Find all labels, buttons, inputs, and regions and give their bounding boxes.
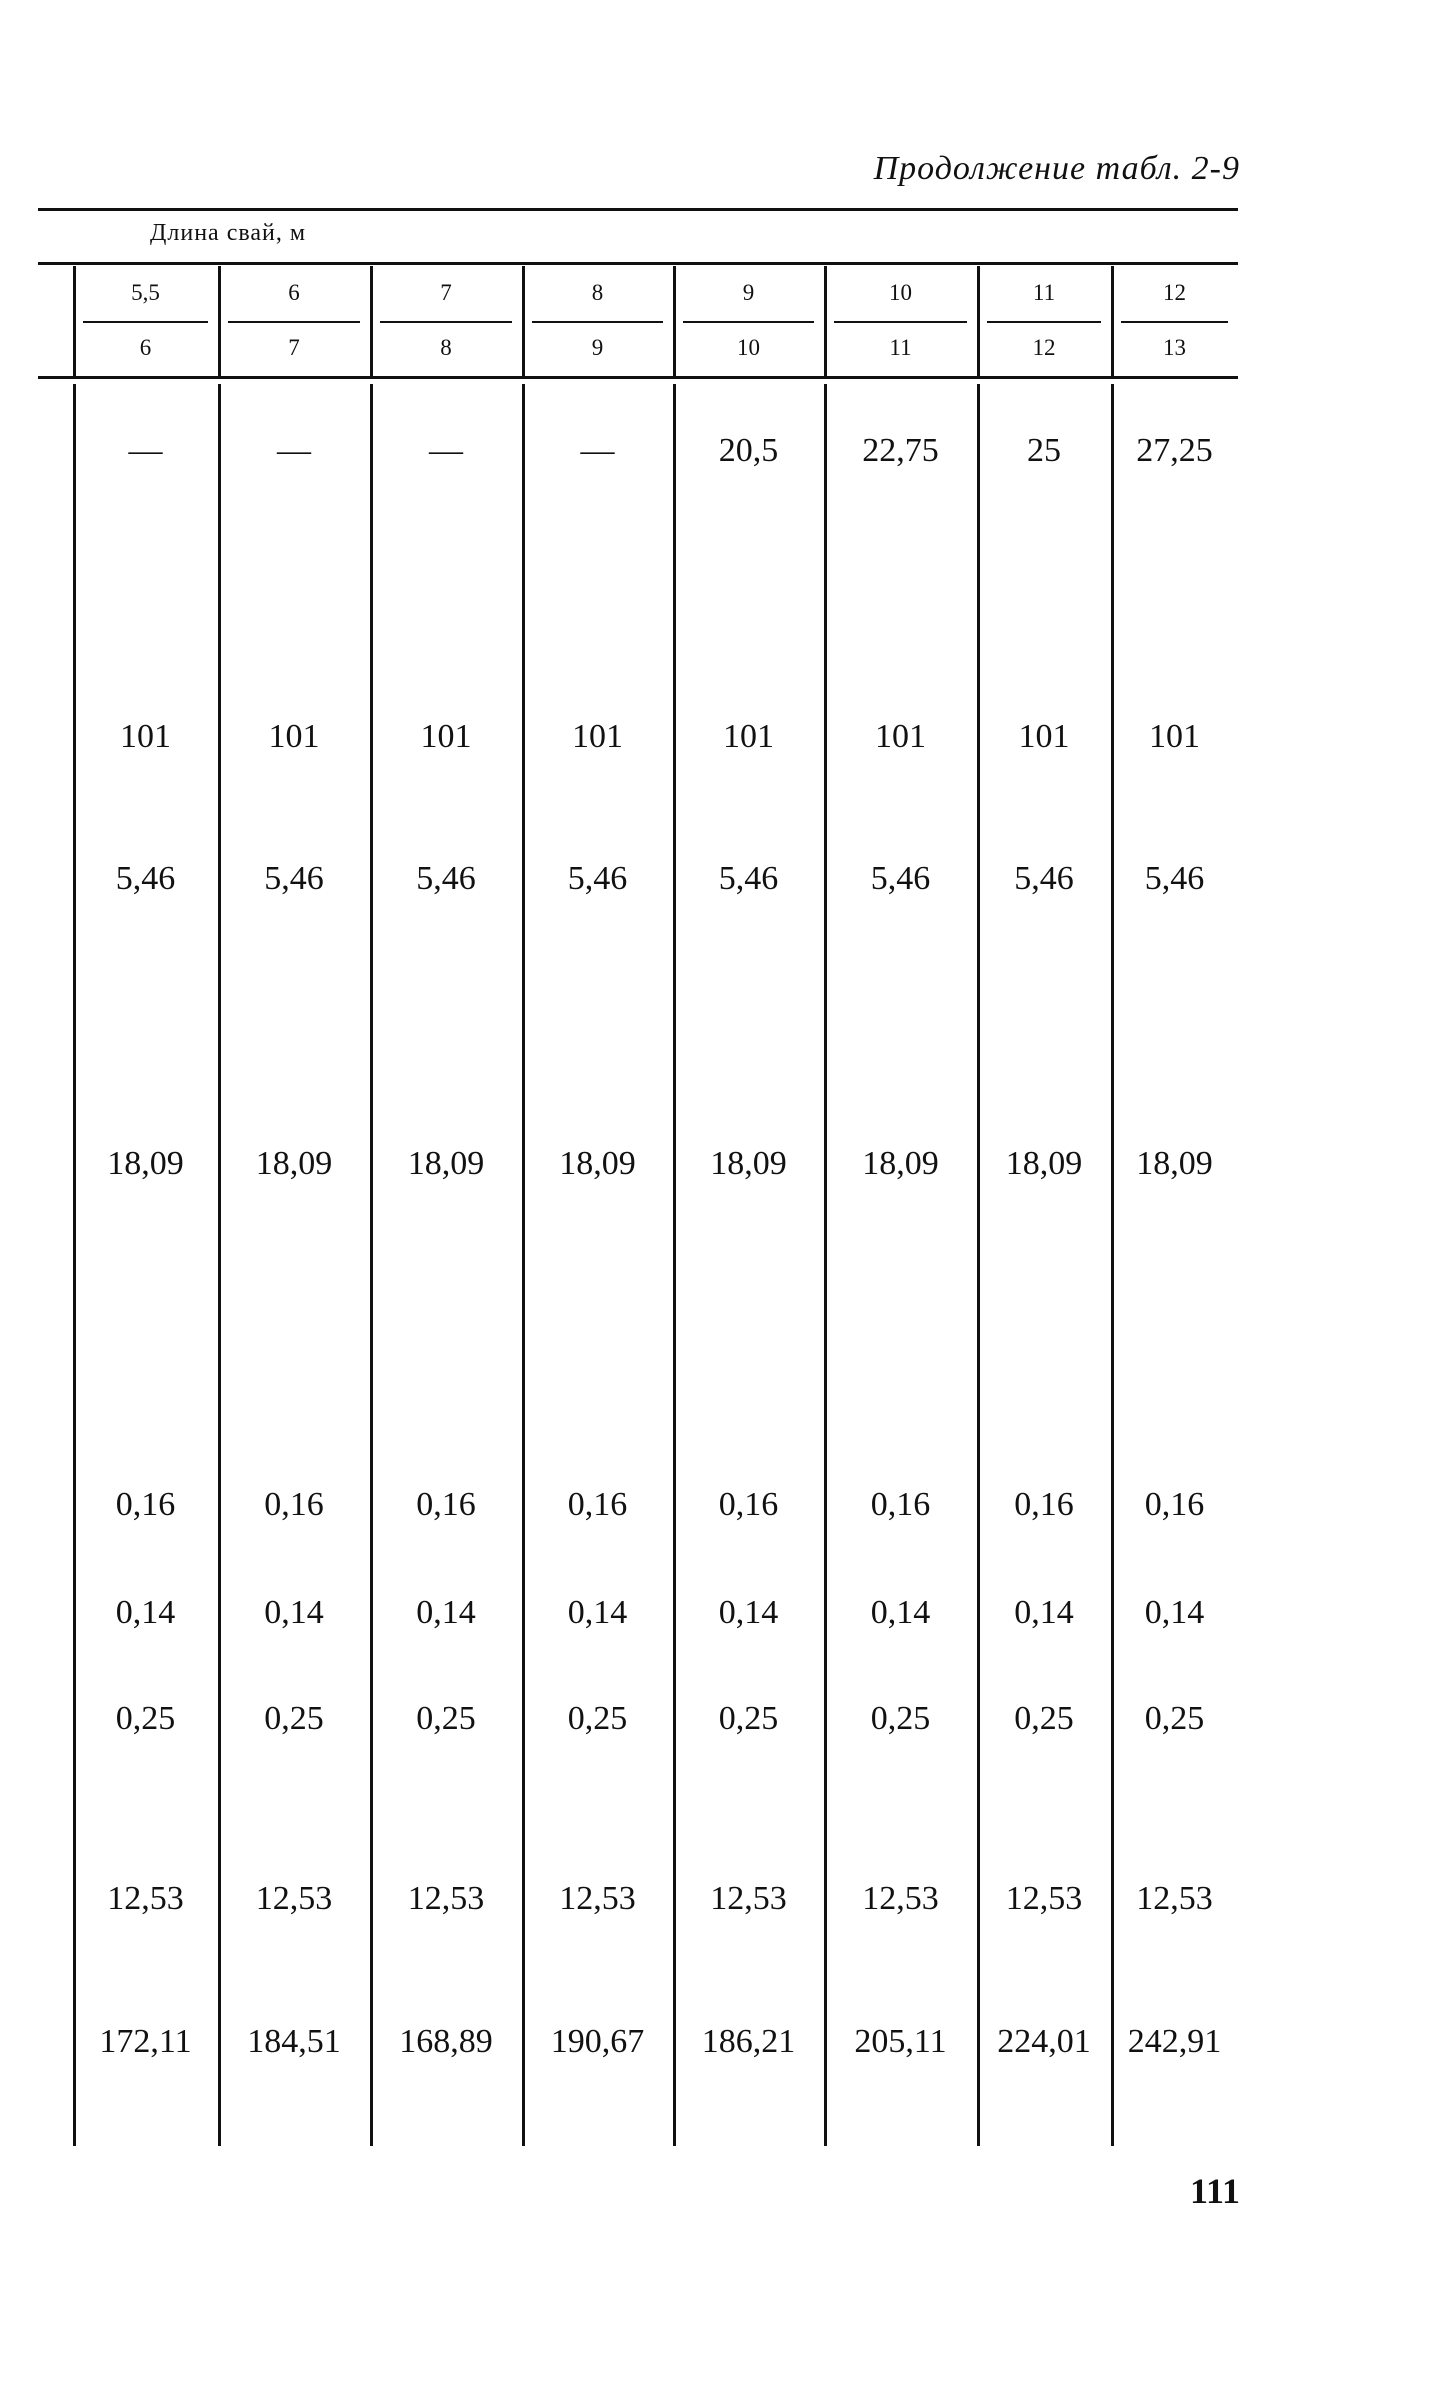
column-length-header: 8 <box>591 280 604 305</box>
column-length-header: 11 <box>1032 280 1056 305</box>
table-cell: 172,11 <box>99 2023 192 2060</box>
table-cell: 101 <box>268 718 320 755</box>
table-cell: 101 <box>120 718 171 755</box>
table-cell: 5,46 <box>1144 860 1205 897</box>
table-cell: 0,25 <box>567 1700 628 1737</box>
table-caption: Продолжение табл. 2-9 <box>873 150 1240 187</box>
header-subrule <box>380 321 512 323</box>
table-cell: 0,16 <box>567 1486 628 1523</box>
table-cell: 18,09 <box>255 1145 333 1182</box>
table-cell: 0,25 <box>1014 1700 1074 1737</box>
header-subrule <box>834 321 967 323</box>
table-cell: 5,46 <box>416 860 476 897</box>
table-cell: 0,16 <box>870 1486 931 1523</box>
table-cell: 0,16 <box>1144 1486 1205 1523</box>
table-cell: 25 <box>1027 432 1061 469</box>
table-cell: 101 <box>875 718 926 755</box>
table-cell: 5,46 <box>264 860 324 897</box>
table-cell: 12,53 <box>107 1880 184 1917</box>
table-cell: 12,53 <box>1136 1880 1213 1917</box>
table-cell: 5,46 <box>718 860 779 897</box>
table-cell: 12,53 <box>559 1880 636 1917</box>
table-cell: 0,25 <box>115 1700 176 1737</box>
table-cell: 242,91 <box>1127 2023 1222 2060</box>
table-cell: 27,25 <box>1136 432 1213 469</box>
page-number: 111 <box>1189 2171 1240 2211</box>
table-cell: 0,14 <box>416 1594 476 1631</box>
table-cell: — <box>429 432 463 469</box>
table-cell: 0,16 <box>1014 1486 1074 1523</box>
table-cell: 0,16 <box>264 1486 324 1523</box>
table-cell: 0,14 <box>264 1594 324 1631</box>
header-subrule <box>987 321 1101 323</box>
table-cell: 12,53 <box>1005 1880 1083 1917</box>
table-cell: 20,5 <box>718 432 779 469</box>
table-cell: 0,25 <box>718 1700 779 1737</box>
table-cell: — <box>277 432 311 469</box>
table-cell: 18,09 <box>1005 1145 1083 1182</box>
table-cell: 101 <box>723 718 774 755</box>
table-cell: 0,16 <box>718 1486 779 1523</box>
top-rule <box>38 208 1238 211</box>
table-cell: 101 <box>1018 718 1070 755</box>
table-cell: 224,01 <box>997 2023 1091 2060</box>
column-index-header: 7 <box>288 335 300 360</box>
table-cell: 101 <box>1149 718 1200 755</box>
table-cell: 101 <box>420 718 472 755</box>
column-length-header: 10 <box>889 280 912 305</box>
header-subrule <box>683 321 814 323</box>
table-cell: 18,09 <box>710 1145 787 1182</box>
column-index-header: 12 <box>1032 335 1056 360</box>
table-cell: 18,09 <box>407 1145 485 1182</box>
table-cell: 0,14 <box>1144 1594 1205 1631</box>
table-cell: 0,25 <box>416 1700 476 1737</box>
column-length-header: 6 <box>288 280 300 305</box>
table-cell: 190,67 <box>550 2023 645 2060</box>
table-cell: 18,09 <box>107 1145 184 1182</box>
table-cell: 18,09 <box>559 1145 636 1182</box>
header-subrule <box>228 321 360 323</box>
column-length-header: 7 <box>440 280 452 305</box>
table-cell: 12,53 <box>407 1880 485 1917</box>
table-cell: — <box>580 432 615 469</box>
table-cell: 18,09 <box>862 1145 939 1182</box>
table-cell: 186,21 <box>701 2023 796 2060</box>
table-cell: 22,75 <box>862 432 939 469</box>
table-cell: 184,51 <box>247 2023 341 2060</box>
table-cell: 0,25 <box>264 1700 324 1737</box>
table-cell: 205,11 <box>854 2023 947 2060</box>
table-cell: 5,46 <box>115 860 176 897</box>
column-index-header: 11 <box>889 335 912 360</box>
table-cell: 0,25 <box>1144 1700 1205 1737</box>
table-cell: 12,53 <box>710 1880 787 1917</box>
column-length-header: 12 <box>1163 280 1186 305</box>
table-cell: 101 <box>572 718 623 755</box>
column-index-header: 8 <box>440 335 452 360</box>
table-cell: 12,53 <box>255 1880 333 1917</box>
table-cell: 0,16 <box>416 1486 476 1523</box>
table-cell: 168,89 <box>399 2023 493 2060</box>
table-cell: 5,46 <box>870 860 931 897</box>
column-index-header: 13 <box>1163 335 1186 360</box>
column-length-header: 5,5 <box>131 280 160 305</box>
table-cell: — <box>128 432 163 469</box>
column-length-header: 9 <box>742 280 755 305</box>
body-rule <box>38 376 1238 379</box>
table-cell: 12,53 <box>862 1880 939 1917</box>
table-cell: 0,14 <box>718 1594 779 1631</box>
table-cell: 18,09 <box>1136 1145 1213 1182</box>
column-index-header: 6 <box>139 335 152 360</box>
table-cell: 0,16 <box>115 1486 176 1523</box>
table-cell: 0,14 <box>870 1594 931 1631</box>
table-cell: 5,46 <box>567 860 628 897</box>
header-subrule <box>83 321 208 323</box>
table-cell: 5,46 <box>1014 860 1074 897</box>
column-index-header: 10 <box>737 335 760 360</box>
table-cell: 0,25 <box>870 1700 931 1737</box>
header-subrule <box>532 321 663 323</box>
header-subrule <box>1121 321 1228 323</box>
header-rule <box>38 262 1238 265</box>
header-label: Длина свай, м <box>150 220 307 246</box>
column-index-header: 9 <box>591 335 604 360</box>
table-cell: 0,14 <box>1014 1594 1074 1631</box>
table-cell: 0,14 <box>567 1594 628 1631</box>
table-cell: 0,14 <box>115 1594 176 1631</box>
